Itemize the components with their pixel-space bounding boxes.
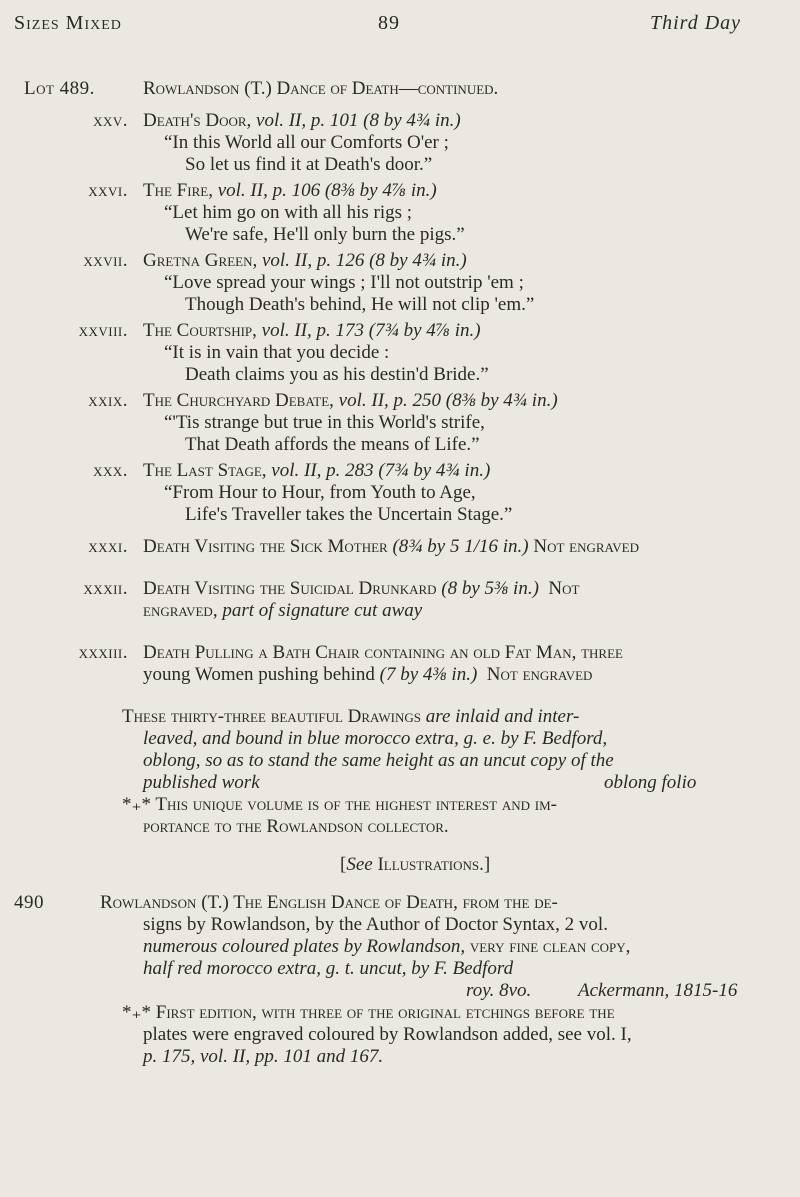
lot-490-line-3b: very fine clean copy, [469, 936, 631, 957]
summary-line-4: published work [143, 772, 260, 793]
entry-title: The Churchyard Debate, [143, 390, 334, 411]
entry-number: xxxiii. [78, 642, 128, 663]
entry-title: The Fire, [143, 180, 213, 201]
lot-490-format: roy. 8vo. [466, 980, 532, 1001]
entry-quote-1: “It is in vain that you decide : [164, 342, 390, 363]
lot-heading: Rowlandson (T.) Dance of Death—continued. [143, 78, 499, 99]
lot-number: 490 [14, 892, 44, 913]
entry-size: (8¾ by 5 1/16 in.) [392, 536, 529, 557]
lot-490-note-3: p. 175, vol. II, pp. 101 and 167. [143, 1046, 384, 1067]
entry-number: xxvi. [88, 180, 128, 201]
summary-format: oblong folio [604, 772, 697, 793]
entry-vol: vol. II, p. 106 (8⅜ by 4⅞ in.) [217, 180, 437, 201]
header-left: Sizes Mixed [14, 12, 122, 34]
entry-note-detail: part of signature cut away [222, 600, 423, 621]
see-label: See [346, 854, 373, 875]
entry-quote-1: “In this World all our Comforts O'er ; [164, 132, 449, 153]
entry-quote-1: “From Hour to Hour, from Youth to Age, [164, 482, 476, 503]
header-right: Third Day [650, 12, 742, 34]
lot-number: Lot 489. [24, 78, 95, 99]
summary-line-3: oblong, so as to stand the same height as an uncut copy of the [143, 750, 614, 771]
summary-note-2: portance to the Rowlandson collector. [143, 816, 449, 837]
summary-lead: These thirty-three beautiful Drawings [122, 706, 422, 727]
lot-490-note-2: plates were engraved coloured by Rowlandson added, see vol. I, [143, 1024, 632, 1045]
lot-490-line-2: signs by Rowlandson, by the Author of Doctor Syntax, 2 vol. [143, 914, 608, 935]
entry-quote-1: “'Tis strange but true in this World's strife, [164, 412, 485, 433]
lot-490-line-4: half red morocco extra, g. t. uncut, by F. Bedford [143, 958, 514, 979]
entry-quote-2: Death claims you as his destin'd Bride.” [185, 364, 489, 385]
entry-number: xxx. [93, 460, 128, 481]
entry-quote-2: Life's Traveller takes the Uncertain Stage.” [185, 504, 513, 525]
entry-quote-2: So let us find it at Death's door.” [185, 154, 433, 175]
entry-size: (8 by 5⅜ in.) [441, 578, 539, 599]
entry-size: (7 by 4⅜ in.) [379, 664, 478, 685]
illustrations-ref: Illustrations.] [377, 854, 491, 875]
bracket-open: [ [340, 854, 347, 875]
summary-note-1: *₊* This unique volume is of the highest interest and im- [122, 794, 557, 815]
entry-title: Death Visiting the Suicidal Drunkard [143, 578, 437, 599]
lot-490-line-1: Rowlandson (T.) The English Dance of Death, from the de- [100, 892, 558, 913]
entry-vol: vol. II, p. 126 (8 by 4¾ in.) [261, 250, 467, 271]
entry-vol: vol. II, p. 101 (8 by 4¾ in.) [256, 110, 461, 131]
entry-title: Death Visiting the Sick Mother [143, 536, 388, 557]
entry-note: Not engraved [486, 664, 593, 685]
entry-number: xxxi. [88, 536, 128, 557]
entry-quote-1: “Love spread your wings ; I'll not outstrip 'em ; [164, 272, 524, 293]
entry-note: Not engraved [533, 536, 639, 557]
entry-vol: vol. II, p. 250 (8⅜ by 4¾ in.) [338, 390, 558, 411]
entry-title: Death Pulling a Bath Chair containing an old Fat Man, three [143, 642, 623, 663]
entry-number: xxv. [93, 110, 128, 131]
lot-490-note-1: *₊* First edition, with three of the original etchings before the [122, 1002, 615, 1023]
summary-line-2: leaved, and bound in blue morocco extra, g. e. by F. Bedford, [143, 728, 608, 749]
entry-vol: vol. II, p. 173 (7¾ by 4⅞ in.) [261, 320, 481, 341]
entry-quote-1: “Let him go on with all his rigs ; [164, 202, 413, 223]
entry-title: The Courtship, [143, 320, 257, 341]
lot-490-line-3a: numerous coloured plates by Rowlandson, [143, 936, 466, 957]
entry-note-cont: engraved, [143, 600, 218, 621]
entry-number: xxviii. [78, 320, 128, 341]
entry-quote-2: That Death affords the means of Life.” [185, 434, 480, 455]
entry-quote-2: Though Death's behind, He will not clip 'em.” [185, 294, 535, 315]
summary-line-1: are inlaid and inter- [425, 706, 580, 727]
entry-note: Not [548, 578, 580, 599]
entry-number: xxix. [88, 390, 128, 411]
entry-number: xxxii. [83, 578, 128, 599]
entry-title: The Last Stage, [143, 460, 267, 481]
page-number: 89 [378, 12, 400, 34]
entry-vol: vol. II, p. 283 (7¾ by 4¾ in.) [271, 460, 491, 481]
entry-number: xxvii. [83, 250, 128, 271]
entry-quote-2: We're safe, He'll only burn the pigs.” [185, 224, 465, 245]
lot-490-publisher: Ackermann, 1815-16 [578, 980, 738, 1001]
entry-title-cont: young Women pushing behind [143, 664, 375, 685]
entry-title: Gretna Green, [143, 250, 258, 271]
entry-title: Death's Door, [143, 110, 252, 131]
page-header [0, 12, 800, 42]
